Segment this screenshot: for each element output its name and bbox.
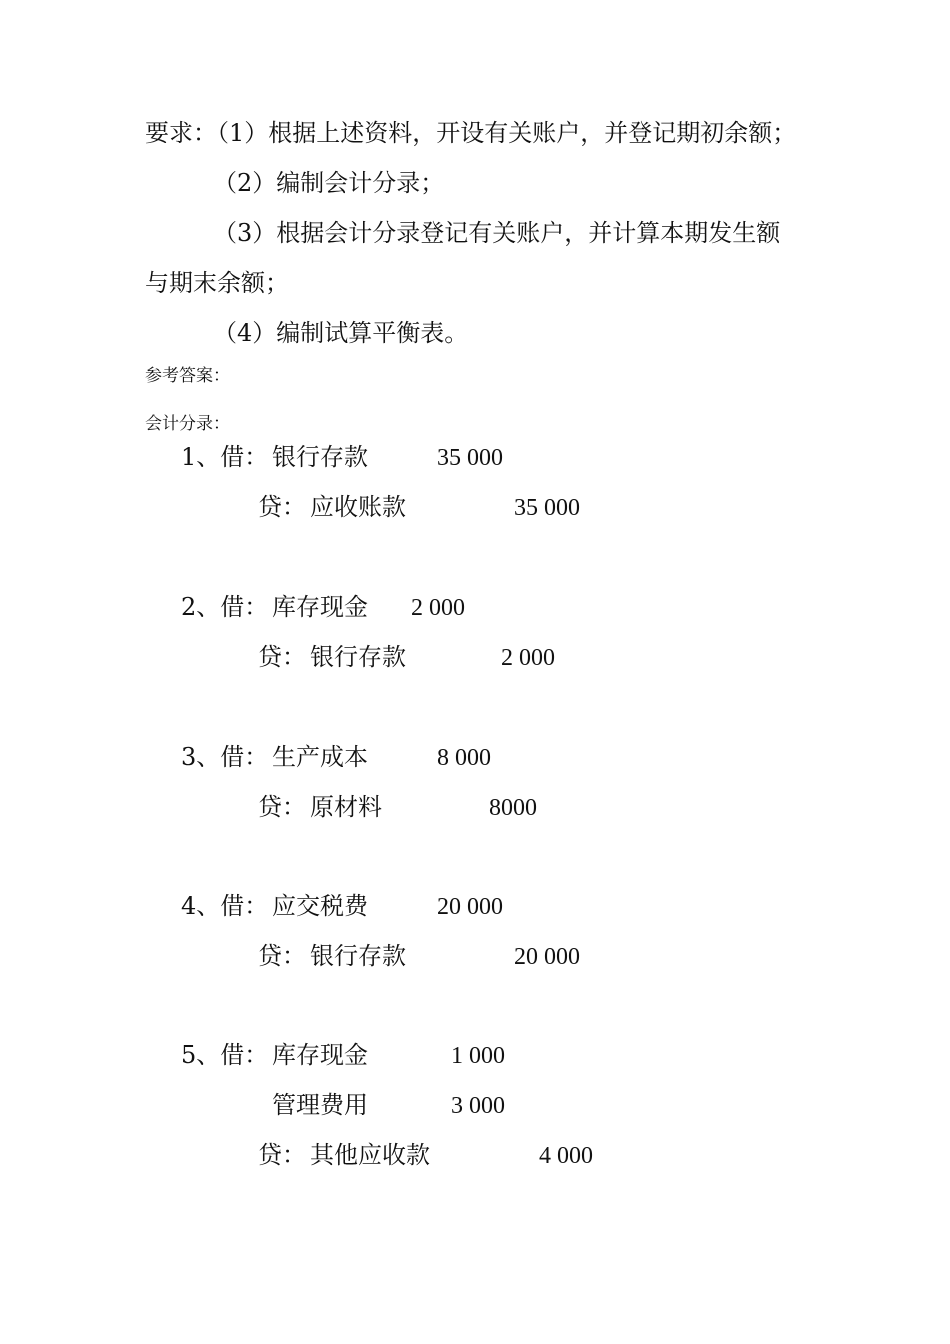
entry-1-debit-amount: 35 000 bbox=[437, 445, 503, 471]
requirement-4: （4）编制试算平衡表。 bbox=[213, 319, 469, 347]
entry-3-credit-amount: 8000 bbox=[489, 795, 537, 821]
entry-5-debit2-account: 管理费用 bbox=[272, 1091, 368, 1119]
entry-1-debit-account: 银行存款 bbox=[272, 443, 368, 471]
entry-5-credit-prefix: 贷： bbox=[258, 1141, 306, 1169]
requirement-2: （2）编制会计分录； bbox=[213, 169, 445, 197]
entry-2-credit-amount: 2 000 bbox=[501, 645, 555, 671]
entry-4-debit-amount: 20 000 bbox=[437, 894, 503, 920]
entry-5-debit-amount: 1 000 bbox=[451, 1043, 505, 1069]
entry-5-debit-account: 库存现金 bbox=[272, 1041, 368, 1069]
requirement-3-line2: 与期末余额； bbox=[145, 269, 289, 297]
entry-1-credit-prefix: 贷： bbox=[258, 493, 306, 521]
entry-4-credit-amount: 20 000 bbox=[514, 944, 580, 970]
entry-4-debit-account: 应交税费 bbox=[272, 892, 368, 920]
entry-5-debit2-amount: 3 000 bbox=[451, 1093, 505, 1119]
entry-3-credit-account: 原材料 bbox=[310, 793, 382, 821]
entry-3-credit-prefix: 贷： bbox=[258, 793, 306, 821]
entry-2-debit-account: 库存现金 bbox=[272, 593, 368, 621]
entry-3-debit-amount: 8 000 bbox=[437, 745, 491, 771]
entry-5-credit-account: 其他应收款 bbox=[310, 1141, 430, 1169]
entry-4-credit-prefix: 贷： bbox=[258, 942, 306, 970]
entry-4-credit-account: 银行存款 bbox=[310, 942, 406, 970]
entry-1-credit-account: 应收账款 bbox=[310, 493, 406, 521]
entry-4-debit-prefix: 4、借： bbox=[181, 892, 269, 920]
entry-2-credit-prefix: 贷： bbox=[258, 643, 306, 671]
entry-3-debit-prefix: 3、借： bbox=[181, 743, 269, 771]
entry-2-debit-prefix: 2、借： bbox=[181, 593, 269, 621]
entry-2-credit-account: 银行存款 bbox=[310, 643, 406, 671]
requirement-1: 要求：（1）根据上述资料，开设有关账户，并登记期初余额； bbox=[145, 119, 797, 147]
entry-1-debit-prefix: 1、借： bbox=[181, 443, 269, 471]
requirement-3-line1: （3）根据会计分录登记有关账户，并计算本期发生额 bbox=[213, 219, 781, 247]
entry-5-debit-prefix: 5、借： bbox=[181, 1041, 269, 1069]
answer-label: 参考答案： bbox=[145, 366, 230, 386]
entry-1-credit-amount: 35 000 bbox=[514, 495, 580, 521]
entries-label: 会计分录： bbox=[145, 414, 230, 434]
entry-2-debit-amount: 2 000 bbox=[411, 595, 465, 621]
entry-3-debit-account: 生产成本 bbox=[272, 743, 368, 771]
entry-5-credit-amount: 4 000 bbox=[539, 1143, 593, 1169]
